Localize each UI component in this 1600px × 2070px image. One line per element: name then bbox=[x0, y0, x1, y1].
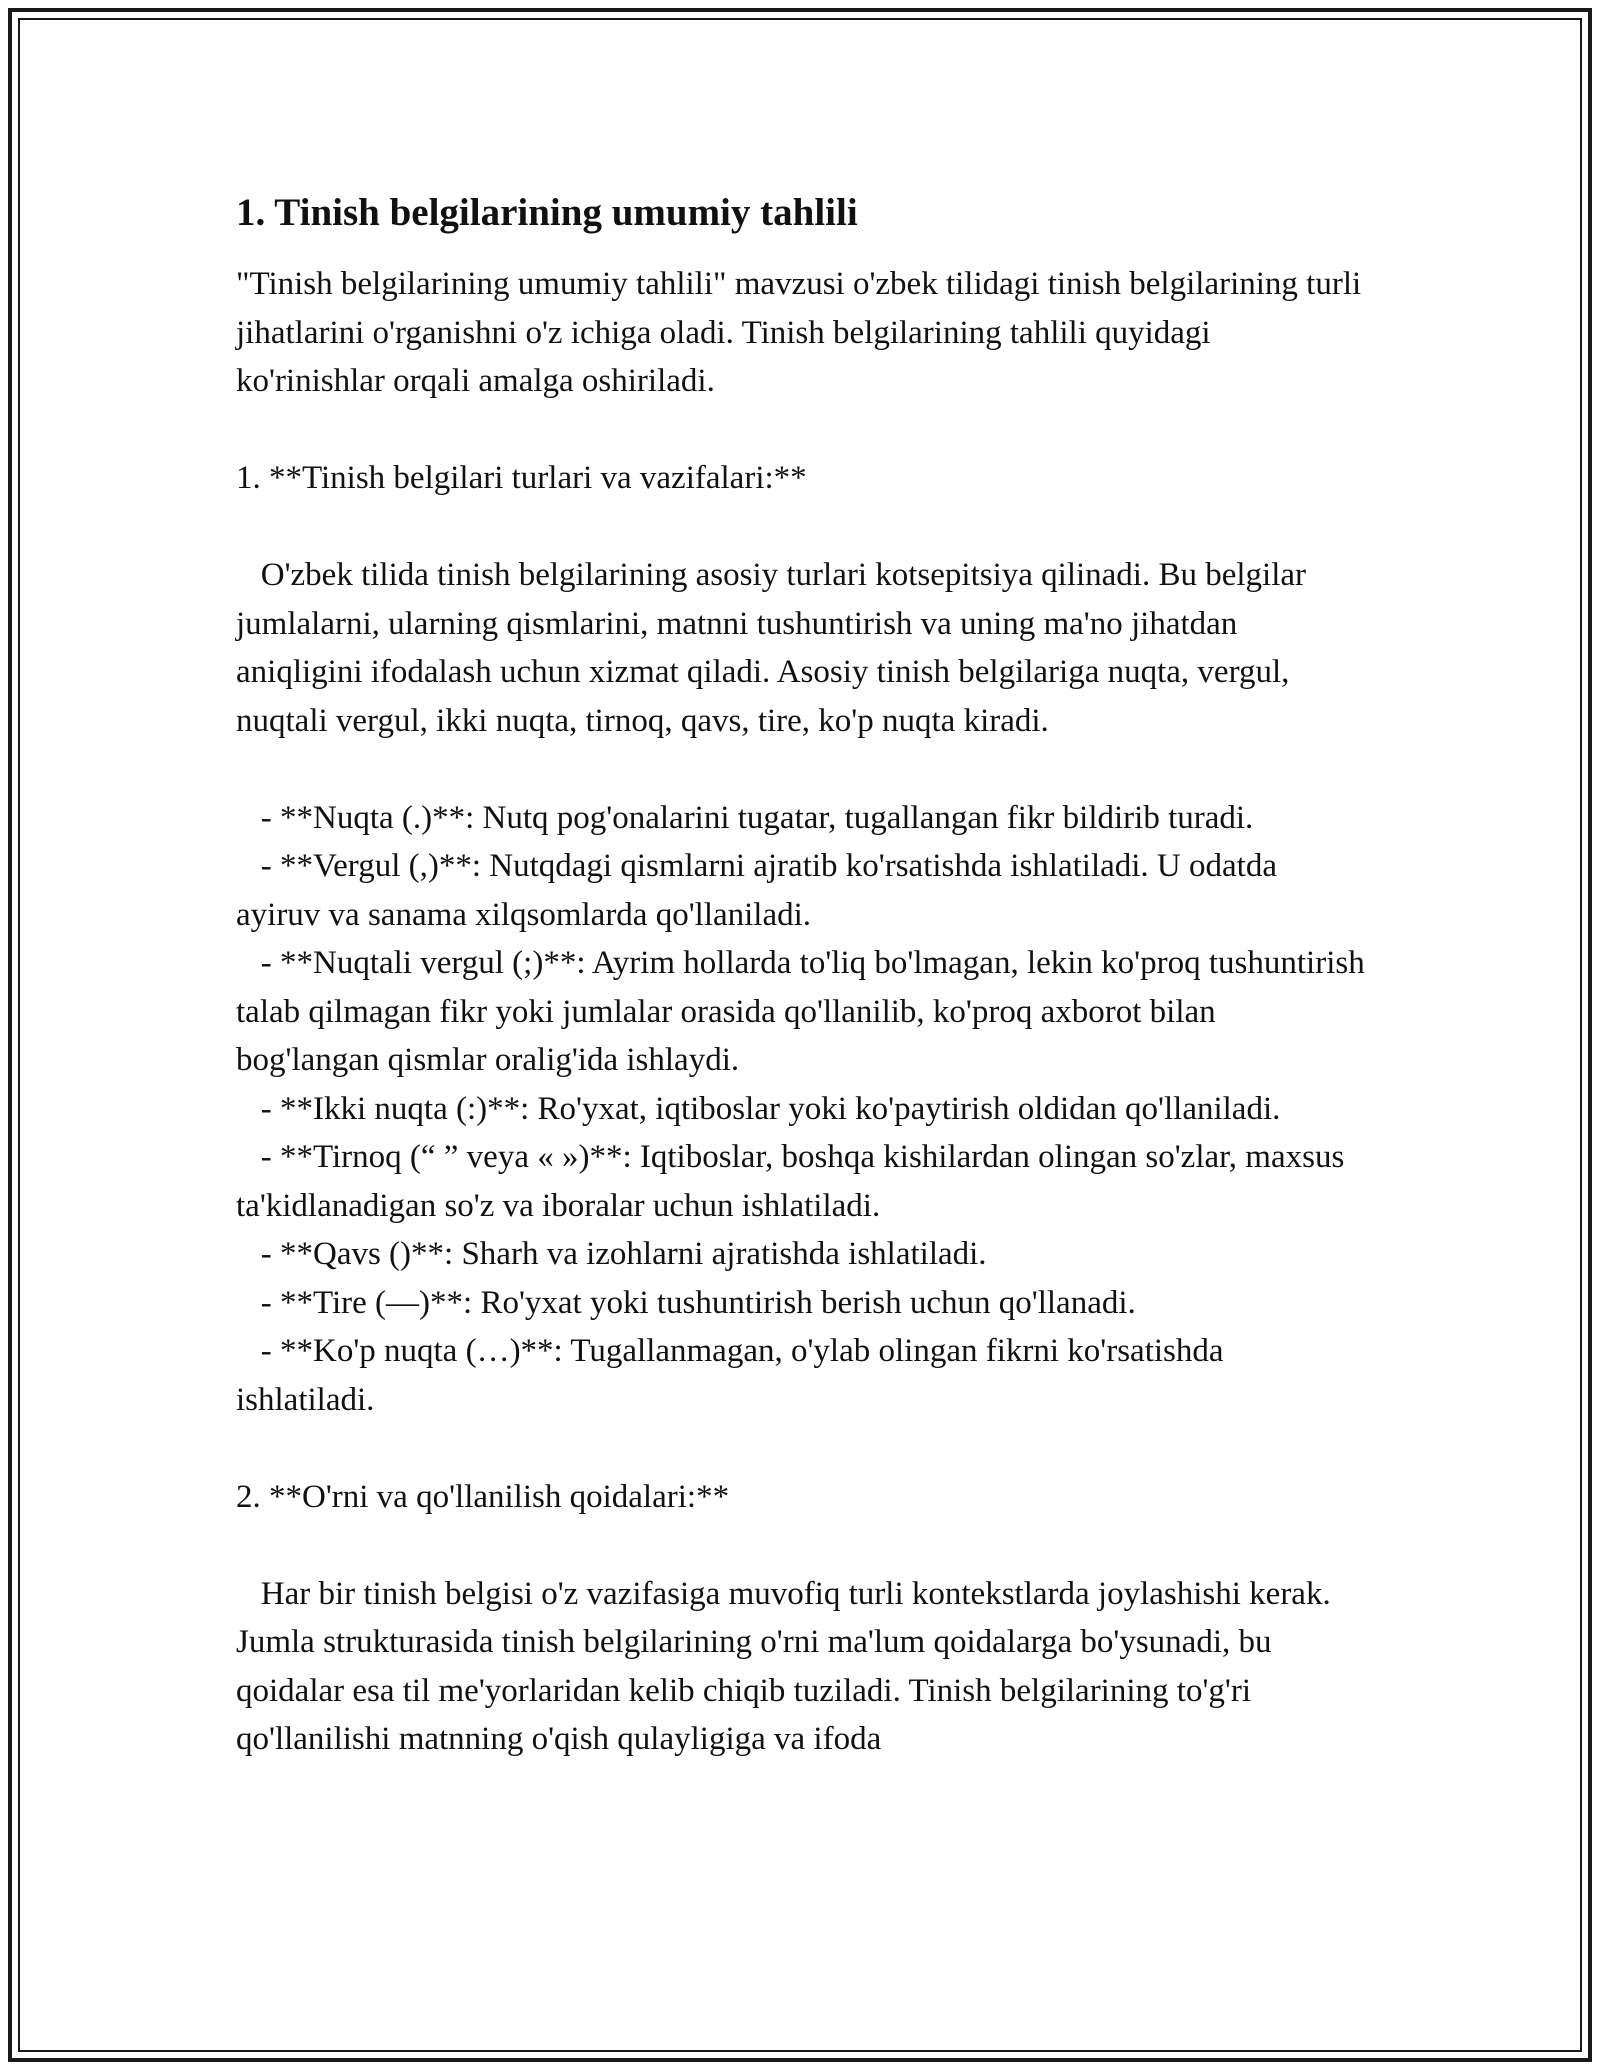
list-heading-types: 1. **Tinish belgilari turlari va vazifalari:** bbox=[236, 460, 807, 496]
list-item-nuqta: - **Nuqta (.)**: Nutq pog'onalarini tugatar, tugallangan fikr bildirib turadi. bbox=[236, 799, 1254, 836]
list-item-qavs: - **Qavs ()**: Sharh va izohlarni ajratishda ishlatiladi. bbox=[236, 1236, 987, 1272]
rules-paragraph: Har bir tinish belgisi o'z vazifasiga muvofiq turli kontekstlarda joylashishi kerak. Jumla strukturasida tinish belgilarining o'rni ma'lum qoidalarga bo'ysunadi, bu qoidalar esa til me'yorlaridan kelib chiqib tuziladi. Tinish belgilarining to'g'ri qo'llanilishi matnning o'qish qulayligiga va ifoda bbox=[236, 1575, 1339, 1757]
list-item-tire: - **Tire (—)**: Ro'yxat yoki tushuntirish berish uchun qo'llanadi. bbox=[236, 1284, 1136, 1321]
spacer bbox=[236, 503, 1366, 552]
intro-paragraph: "Tinish belgilarining umumiy tahlili" mavzusi o'zbek tilidagi tinish belgilarining turli jihatlarini o'rganishni o'z ichiga oladi. Tinish belgilarining tahlili quyidagi ko'rinishlar orqali amalga oshiriladi. bbox=[236, 266, 1370, 399]
spacer bbox=[236, 406, 1366, 455]
spacer bbox=[236, 1521, 1366, 1570]
list-item-ikki-nuqta: - **Ikki nuqta (:)**: Ro'yxat, iqtiboslar yoki ko'paytirish oldidan qo'llaniladi. bbox=[236, 1090, 1281, 1127]
document-body bbox=[236, 186, 1373, 1764]
list-item-tirnoq: - **Tirnoq (“ ” veya « »)**: Iqtiboslar, boshqa kishilardan olingan so'zlar, maxsus ta'kidlanadigan so'z va iboralar uchun ishlatiladi. bbox=[236, 1139, 1353, 1224]
spacer bbox=[236, 1424, 1366, 1473]
list-item-vergul: - **Vergul (,)**: Nutqdagi qismlarni ajratib ko'rsatishda ishlatiladi. U odatda ayiruv va sanama xilqsomlarda qo'llaniladi. bbox=[236, 848, 1286, 933]
list-item-kop-nuqta: - **Ko'p nuqta (…)**: Tugallanmagan, o'ylab olingan fikrni ko'rsatishda ishlatiladi. bbox=[236, 1333, 1232, 1418]
list-item-nuqtali-vergul: - **Nuqtali vergul (;)**: Ayrim hollarda to'liq bo'lmagan, lekin ko'proq tushuntirish talab qilmagan fikr yoki jumlalar orasida qo'llanilib, ko'proq axborot bilan bog'langan qismlar oralig'ida ishlaydi. bbox=[236, 945, 1373, 1078]
section-title: 1. Tinish belgilarining umumiy tahlili bbox=[236, 191, 858, 234]
types-paragraph: O'zbek tilida tinish belgilarining asosiy turlari kotsepitsiya qilinadi. Bu belgilar jumlalarni, ularning qismlarini, matnni tushuntirish va uning ma'no jihatdan aniqligini ifodalash uchun xizmat qiladi. Asosiy tinish belgilariga nuqta, vergul, nuqtali vergul, ikki nuqta, tirnoq, qavs, tire, ko'p nuqta kiradi. bbox=[236, 557, 1315, 739]
list-heading-rules: 2. **O'rni va qo'llanilish qoidalari:** bbox=[236, 1478, 730, 1515]
spacer bbox=[236, 745, 1366, 794]
